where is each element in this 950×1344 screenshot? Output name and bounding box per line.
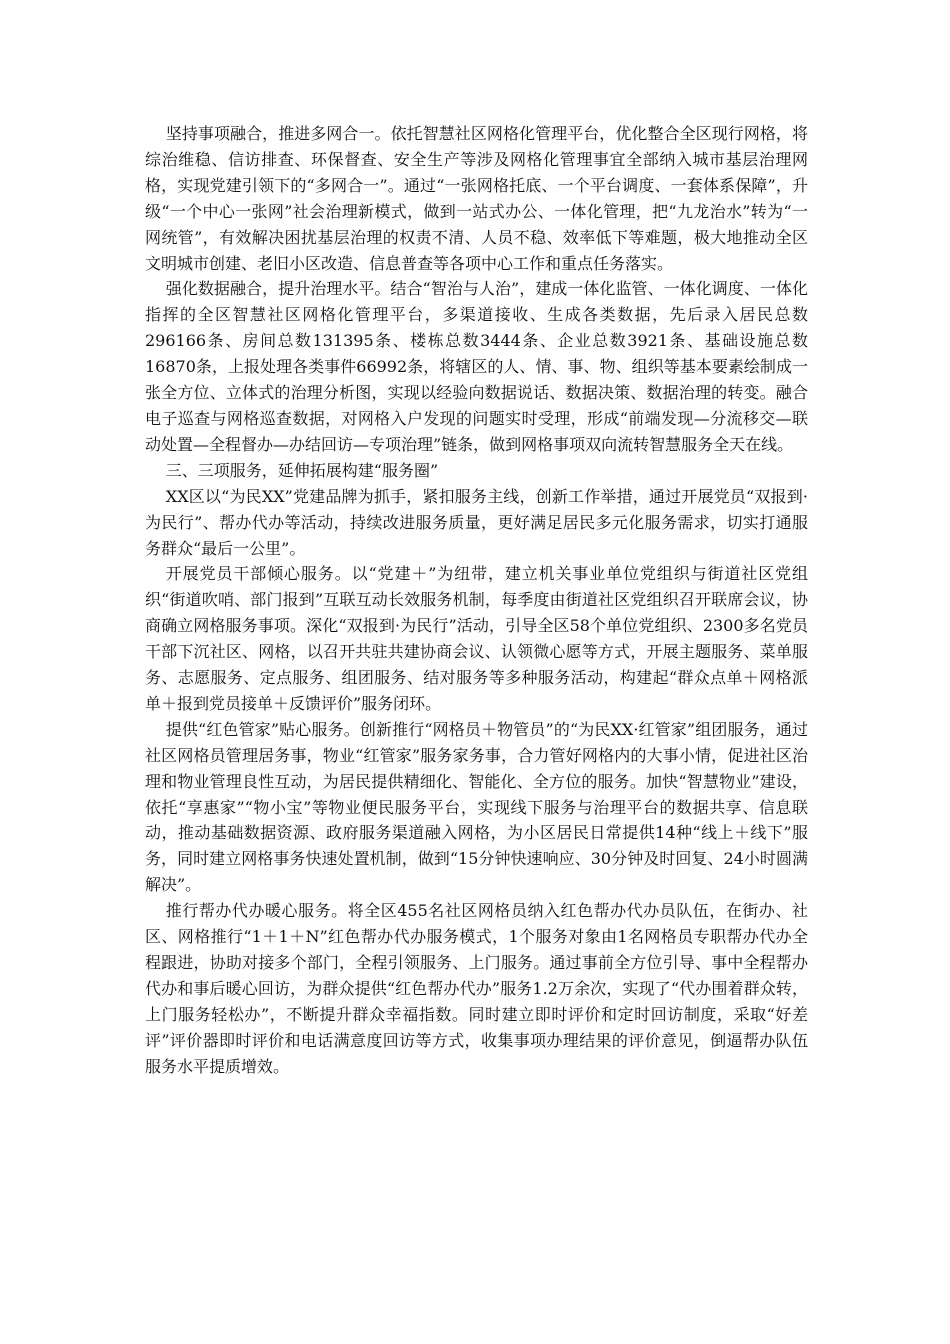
paragraph-data-integration: 强化数据融合，提升治理水平。结合“智治与人治”，建成一体化监管、一体化调度、一体化指挥的全区智慧社区网格化管理平台，多渠道接收、生成各类数据，先后录入居民总数296166条、房间总数131395条、楼栋总数3444条、企业总数3921条、基础设施总数16870条，上报处理各类事件66992条，将辖区的人、情、事、物、组织等基本要素绘制成一张全方位、立体式的治理分析图，实现以经验向数据说话、数据决策、数据治理的转变。融合电子巡查与网格巡查数据，对网格入户发现的问题实时受理，形成“前端发现—分流移交—联动处置—全程督办—办结回访—专项治理”链条，做到网格事项双向流转智慧服务全天在线。: [145, 279, 808, 454]
paragraph-red-steward-service: 提供“红色管家”贴心服务。创新推行“网格员＋物管员”的“为民XX·红管家”组团服务，通过社区网格员管理居务事，物业“红管家”服务家务事，合力管好网格内的大事小情，促进社区治理和物业管理良性互动，为居民提供精细化、智能化、全方位的服务。加快“智慧物业”建设，依托“享惠家”“物小宝”等物业便民服务平台，实现线下服务与治理平台的数据共享、信息联动，推动基础数据资源、政府服务渠道融入网格，为小区居民日常提供14种“线上＋线下”服务，同时建立网格事务快速处置机制，做到“15分钟快速响应、30分钟及时回复、24小时圆满解决”。: [145, 719, 808, 895]
paragraph-proxy-handling-service: 推行帮办代办暖心服务。将全区455名社区网格员纳入红色帮办代办员队伍，在街办、社区、网格推行“1＋1＋N”红色帮办代办服务模式，1个服务对象由1名网格员专职帮办代办全程跟进，协助对接多个部门，全程引领服务、上门服务。通过事前全方位引导、事中全程帮办代办和事后暖心回访，为群众提供“红色帮办代办”服务1.2万余次，实现了“代办围着群众转，上门服务轻松办”，不断提升群众幸福指数。同时建立即时评价和定时回访制度，采取“好差评”评价器即时评价和电话满意度回访等方式，收集事项办理结果的评价意见，倒逼帮办队伍服务水平提质增效。: [145, 901, 808, 1076]
document-page: [145, 121, 808, 1080]
paragraph-services-intro: XX区以“为民XX”党建品牌为抓手，紧扣服务主线，创新工作举措，通过开展党员“双报到·为民行”、帮办代办等活动，持续改进服务质量，更好满足居民多元化服务需求，切实打通服务群众“最后一公里”。: [145, 486, 808, 558]
paragraph-multi-grid-integration: 坚持事项融合，推进多网合一。依托智慧社区网格化管理平台，优化整合全区现行网格，将综治维稳、信访排查、环保督查、安全生产等涉及网格化管理事宜全部纳入城市基层治理网格，实现党建引领下的“多网合一”。通过“一张网格托底、一个平台调度、一套体系保障”，升级“一个中心一张网”社会治理新模式，做到一站式办公、一体化管理，把“九龙治水”转为“一网统管”，有效解决困扰基层治理的权责不清、人员不稳、效率低下等难题，极大地推动全区文明城市创建、老旧小区改造、信息普查等各项中心工作和重点任务落实。: [145, 124, 808, 273]
paragraph-party-cadre-service: 开展党员干部倾心服务。以“党建＋”为纽带，建立机关事业单位党组织与街道社区党组织“街道吹哨、部门报到”互联互动长效服务机制，每季度由街道社区党组织召开联席会议，协商确立网格服务事项。深化“双报到·为民行”活动，引导全区58个单位党组织、2300多名党员干部下沉社区、网格，以召开共驻共建协商会议、认领微心愿等方式，开展主题服务、菜单服务、志愿服务、定点服务、组团服务、结对服务等多种服务活动，构建起“群众点单＋网格派单＋报到党员接单＋反馈评价”服务闭环。: [145, 564, 808, 713]
section-heading-three-services: 三、三项服务，延伸拓展构建“服务圈”: [165, 460, 439, 480]
